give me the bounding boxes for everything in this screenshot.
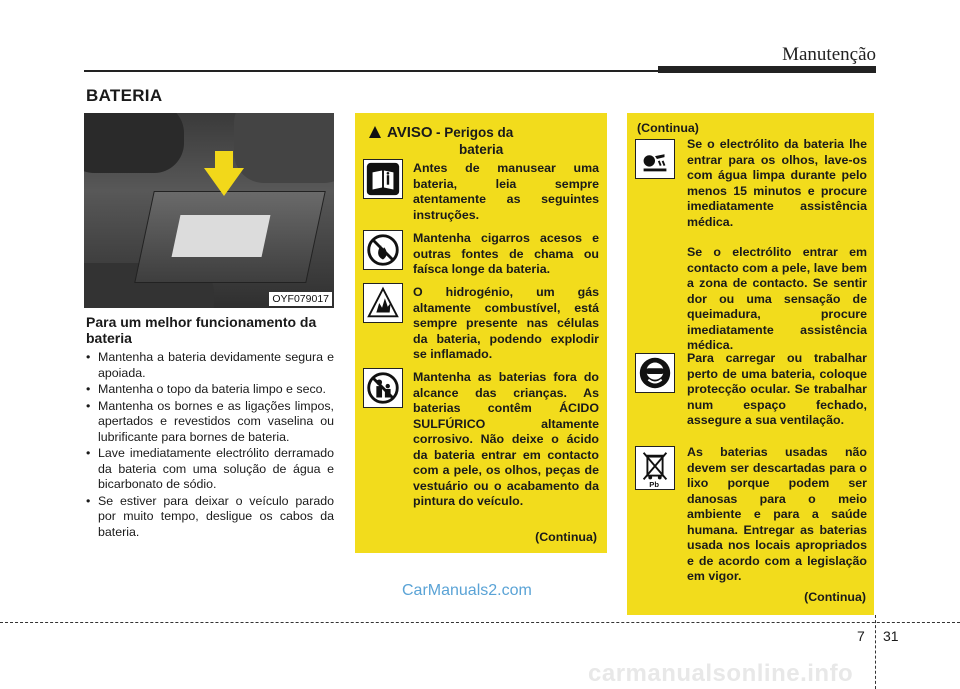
- explosion-icon: [363, 283, 403, 323]
- warning-text: Antes de manusear uma bateria, leia sempre atentamente as seguintes instruções.: [413, 161, 599, 222]
- keep-from-children-icon: [363, 368, 403, 408]
- warning-text: O hidrogénio, um gás altamente combustível, está sempre presente nas células da bateria, podendo explodir se inflamado.: [413, 285, 599, 361]
- list-item: • Mantenha o topo da bateria limpo e seco.: [86, 382, 334, 398]
- footer-rule: [0, 622, 960, 623]
- warning-text: Se o electrólito da bateria lhe entrar para os olhos, lave-os com água limpa durante pelo menos 15 minutos e procure imediatamente assistência médica.: [687, 137, 867, 229]
- continued-label: (Continua): [804, 590, 866, 604]
- no-flame-icon: [363, 230, 403, 270]
- battery-photo: [84, 113, 334, 308]
- care-list: [86, 350, 334, 541]
- running-header: Manutenção: [782, 44, 876, 65]
- header-rule-bold: [658, 66, 876, 73]
- list-item: • Mantenha os bornes e as ligações limpos, apertados e revestidos com vaselina ou lubrificante para bornes de bateria.: [86, 399, 334, 446]
- eye-protection-icon: [635, 353, 675, 393]
- section-title: BATERIA: [86, 86, 163, 105]
- photo-code: OYF079017: [269, 292, 332, 306]
- eye-rinse-icon: [635, 139, 675, 179]
- chapter-number: 7: [857, 628, 865, 644]
- warning-text: Se o electrólito entrar em contacto com a pele, lave bem a zona de contacto. Se sentir dor ou uma sensação de queimadura, procure imediatamente assistência médica.: [687, 245, 867, 352]
- continued-head: (Continua): [637, 121, 699, 135]
- footer-divider: [875, 615, 876, 689]
- list-item: • Lave imediatamente electrólito derramado da bateria com uma solução de água e bicarbonato de sódio.: [86, 446, 334, 493]
- no-trash-bin-icon: [635, 446, 675, 490]
- warning-triangle-icon: [369, 126, 381, 138]
- continued-label: (Continua): [535, 530, 597, 544]
- warning-title: AVISO - Perigos da bateria: [369, 125, 599, 157]
- list-item: • Se estiver para deixar o veículo parado por muito tempo, desligue os cabos da bateria.: [86, 494, 334, 541]
- read-manual-icon: [363, 159, 403, 199]
- arrow-down-icon: [204, 168, 244, 196]
- page-number: 31: [883, 628, 899, 644]
- watermark-link[interactable]: CarManuals2.com: [402, 582, 532, 599]
- warning-box-2: [627, 113, 874, 615]
- warning-text: Para carregar ou trabalhar perto de uma bateria, coloque protecção ocular. Se trabalhar num espaço fechado, assegure a sua ventilação.: [687, 351, 867, 427]
- pb-label: Pb: [649, 480, 660, 489]
- footer-watermark: carmanualsonline.info: [588, 660, 854, 687]
- warning-text: As baterias usadas não devem ser descartadas para o lixo porque podem ser danosas para o meio ambiente e para a saúde humana. Entregar as baterias usada nos locais apropriados e de acordo com a legislação em vigor.: [687, 445, 867, 583]
- list-item: • Mantenha a bateria devidamente segura e apoiada.: [86, 350, 334, 381]
- warning-text: Mantenha cigarros acesos e outras fontes de chama ou faísca longe da bateria.: [413, 231, 599, 276]
- warning-text: Mantenha as baterias fora do alcance das crianças. As baterias contêm ÁCIDO SULFÚRICO altamente corrosivo. Não deixe o ácido da bateria entrar em contacto com a pele, os olhos, peças de vestuário ou o acabamento da pintura do veículo.: [413, 370, 599, 508]
- subtitle: Para um melhor funcionamento da bateria: [86, 314, 317, 346]
- warning-box-1: [355, 113, 607, 553]
